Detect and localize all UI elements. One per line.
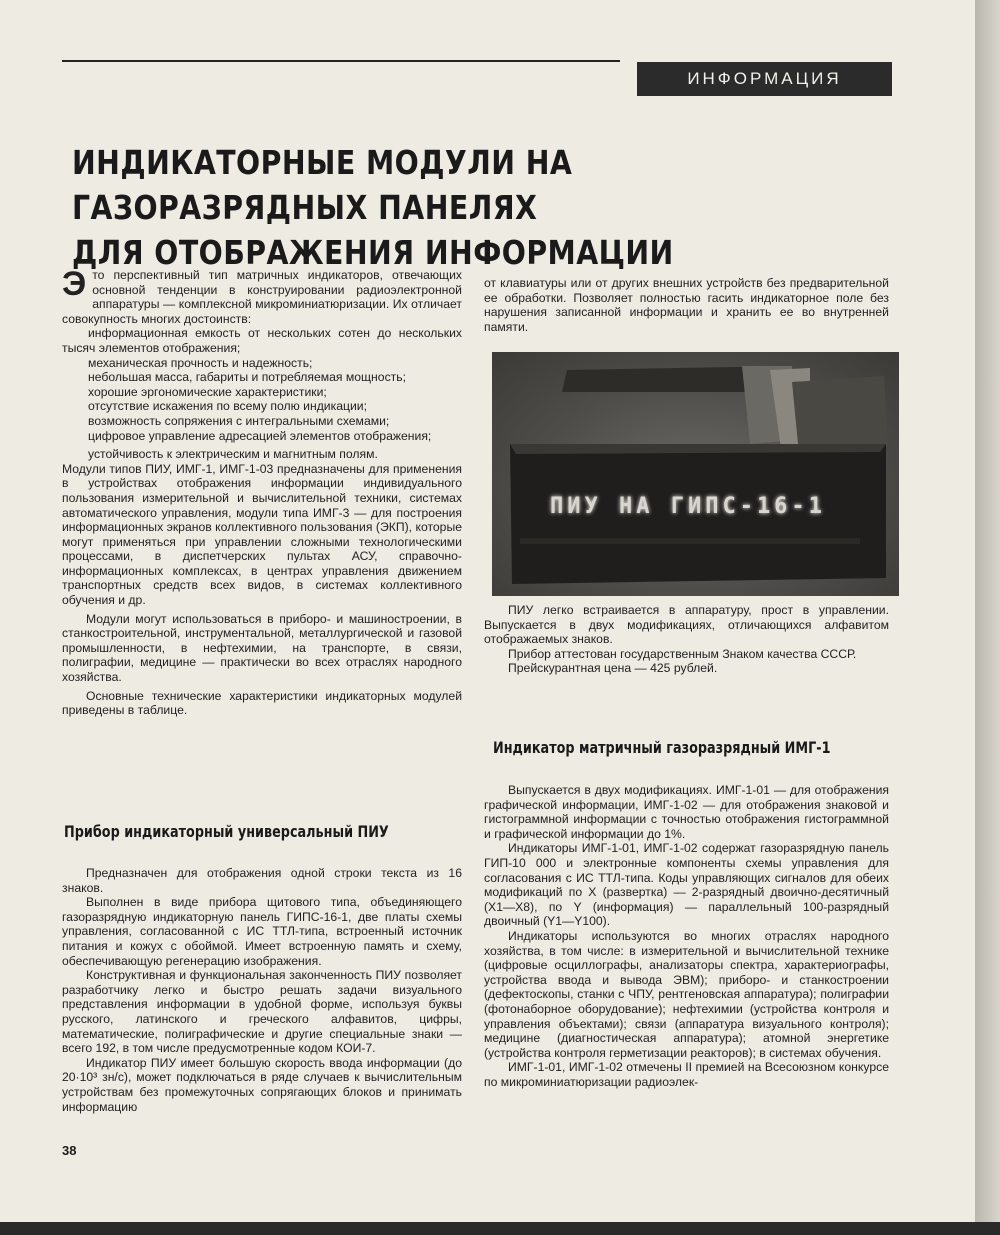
body-paragraph: Выпускается в двух модификациях. ИМГ-1-01 — для отображения графической информации, ИМГ-1-02 — для отображения знаковой и гистограммной информации с точностью отображения гистограммной и графической информации до 1%.: [484, 783, 889, 841]
body-paragraph: Основные технические характеристики индикаторных модулей приведены в таблице.: [62, 688, 462, 718]
list-item: отсутствие искажения по всему полю индикации;: [88, 399, 367, 414]
body-paragraph: ИМГ-1-01, ИМГ-1-02 отмечены II премией на Всесоюзном конкурсе по микроминиатюризации радиоэлек-: [484, 1060, 889, 1089]
list-item: устойчивость к электрическим и магнитным полям.: [88, 447, 378, 462]
right-column-top: [484, 276, 889, 334]
section-heading-img1: Индикатор матричный газоразрядный ИМГ-1: [493, 738, 831, 757]
right-column-lower: [484, 783, 889, 1089]
title-line-2: ДЛЯ ОТОБРАЖЕНИЯ ИНФОРМАЦИИ: [72, 233, 674, 272]
list-item: возможность сопряжения с интегральными схемами;: [88, 413, 390, 428]
body-paragraph: от клавиатуры или от других внешних устройств без предварительной ее обработки. Позволяет полностью гасить индикаторное поле без нарушения записанной информации и хранить ее во внутренней памяти.: [484, 276, 889, 334]
list-item: информационная емкость от нескольких сотен до нескольких тысяч элементов отображения;: [62, 326, 462, 355]
list-item: цифровое управление адресацией элементов отображения;: [88, 428, 432, 443]
section-label: ИНФОРМАЦИЯ: [637, 62, 892, 96]
body-paragraph: Индикаторы ИМГ-1-01, ИМГ-1-02 содержат газоразрядную панель ГИП-10 000 и электронные компоненты схемы управления для согласования с ИС ТТЛ-типа. Коды управляющих сигналов для обеих модификаций по X (развертка) — 2-разрядный двоично-десятичный (X1—X8), по Y (информация) — параллельный 100-разрядный двоичный (Y1—Y100).: [484, 841, 889, 929]
display-text: ПИУ НА ГИПС-16-1: [550, 494, 826, 519]
section-heading-piu: Прибор индикаторный универсальный ПИУ: [64, 822, 389, 841]
body-paragraph: Предназначен для отображения одной строки текста из 16 знаков.: [62, 866, 462, 895]
body-paragraph: Прейскурантная цена — 425 рублей.: [508, 661, 718, 676]
body-paragraph: Прибор аттестован государственным Знаком качества СССР.: [508, 646, 857, 661]
list-item: механическая прочность и надежность;: [88, 355, 313, 370]
body-paragraph: Модули могут использоваться в приборо- и машиностроении, в станкостроительной, инструментальной, металлургической и газовой промышленности, в нефтехимии, на транспорте, в связи, полиграфии, медицине — практически во всех отраслях народного хозяйства.: [62, 611, 462, 685]
body-paragraph: Модули типов ПИУ, ИМГ-1, ИМГ-1-03 предназначены для применения в устройствах отображения информации индивидуального пользования измерительной и вычислительной техники, системах автоматического управления, модули типа ИМГ-3 — для построения информационных экранов коллективного пользования (ЭКП), которые могут применяться при управлении сложными технологическими процессами, в диспетчерских пультах АСУ, справочно-информационных комплексах, в центрах управления движением транспортных средств всех видов, в системах коллективного обучения и др.: [62, 461, 462, 608]
body-paragraph: ПИУ легко встраивается в аппаратуру, прост в управлении. Выпускается в двух модификациях, отличающихся алфавитом отображаемых знаков.: [484, 603, 889, 647]
article-title: [72, 140, 743, 275]
left-column-lower: [62, 866, 462, 1114]
page-number: 38: [62, 1143, 77, 1158]
body-paragraph: Выполнен в виде прибора щитового типа, объединяющего газоразрядную индикаторную панель ГИПС-16-1, две платы схемы управления, согласованной с ИС ТТЛ-типа, встроенный источник питания и кожух с обоймой. Имеет встроенную память и схему, обеспечивающую регенерацию изображения.: [62, 895, 462, 968]
drop-cap: Э: [62, 265, 87, 303]
intro-paragraph: [62, 265, 462, 326]
header-rule: [62, 60, 620, 62]
right-column-middle: [484, 603, 889, 676]
list-item: хорошие эргономические характеристики;: [88, 384, 327, 399]
intro-text: то перспективный тип матричных индикаторов, отвечающих основной тенденции в конструировании радиоэлектронной аппаратуры — комплексной микроминиатюризации. Их отличает совокупность многих достоинств:: [62, 268, 462, 326]
page-edge-shadow: [975, 0, 1000, 1235]
body-paragraph: Индикатор ПИУ имеет большую скорость ввода информации (до 20·10³ зн/с), может подключаться в ряде случаев к вычислительным устройствам без промежуточных сопрягающих блоков и принимать информацию: [62, 1055, 462, 1114]
bottom-border: [0, 1222, 1000, 1235]
device-photo: [492, 352, 899, 596]
body-paragraph: Индикаторы используются во многих отраслях народного хозяйства, в том числе: в измерительной и вычислительной технике (цифровые осциллографы, анализаторы спектра, характериографы, устройства ввода и вывода ЭВМ); приборо- и станкостроении (дефектоскопы, станки с ЧПУ, рентгеновская аппаратура); полиграфии (фотонаборное оборудование); нефтехимии (устройства контроля и управления объектами); связи (аппаратура визуального контроля); медицине (диагностическая аппаратура); атомной энергетике (устройства контроля герметизации реакторов); в системах обучения.: [484, 928, 889, 1060]
list-item: небольшая масса, габариты и потребляемая мощность;: [88, 370, 406, 385]
body-paragraph: Конструктивная и функциональная законченность ПИУ позволяет разработчику легко и быстро решать задачи визуального представления информации в удобной форме, используя буквы русского, латинского и греческого алфавитов, цифры, математические, полиграфические и другие специальные знаки — всего 192, в том числе предусмотренные кодом КОИ-7.: [62, 968, 462, 1056]
title-line-1: ИНДИКАТОРНЫЕ МОДУЛИ НА ГАЗОРАЗРЯДНЫХ ПАНЕЛЯХ: [72, 143, 573, 227]
left-column-upper: [62, 265, 462, 718]
device-illustration: [492, 352, 899, 596]
